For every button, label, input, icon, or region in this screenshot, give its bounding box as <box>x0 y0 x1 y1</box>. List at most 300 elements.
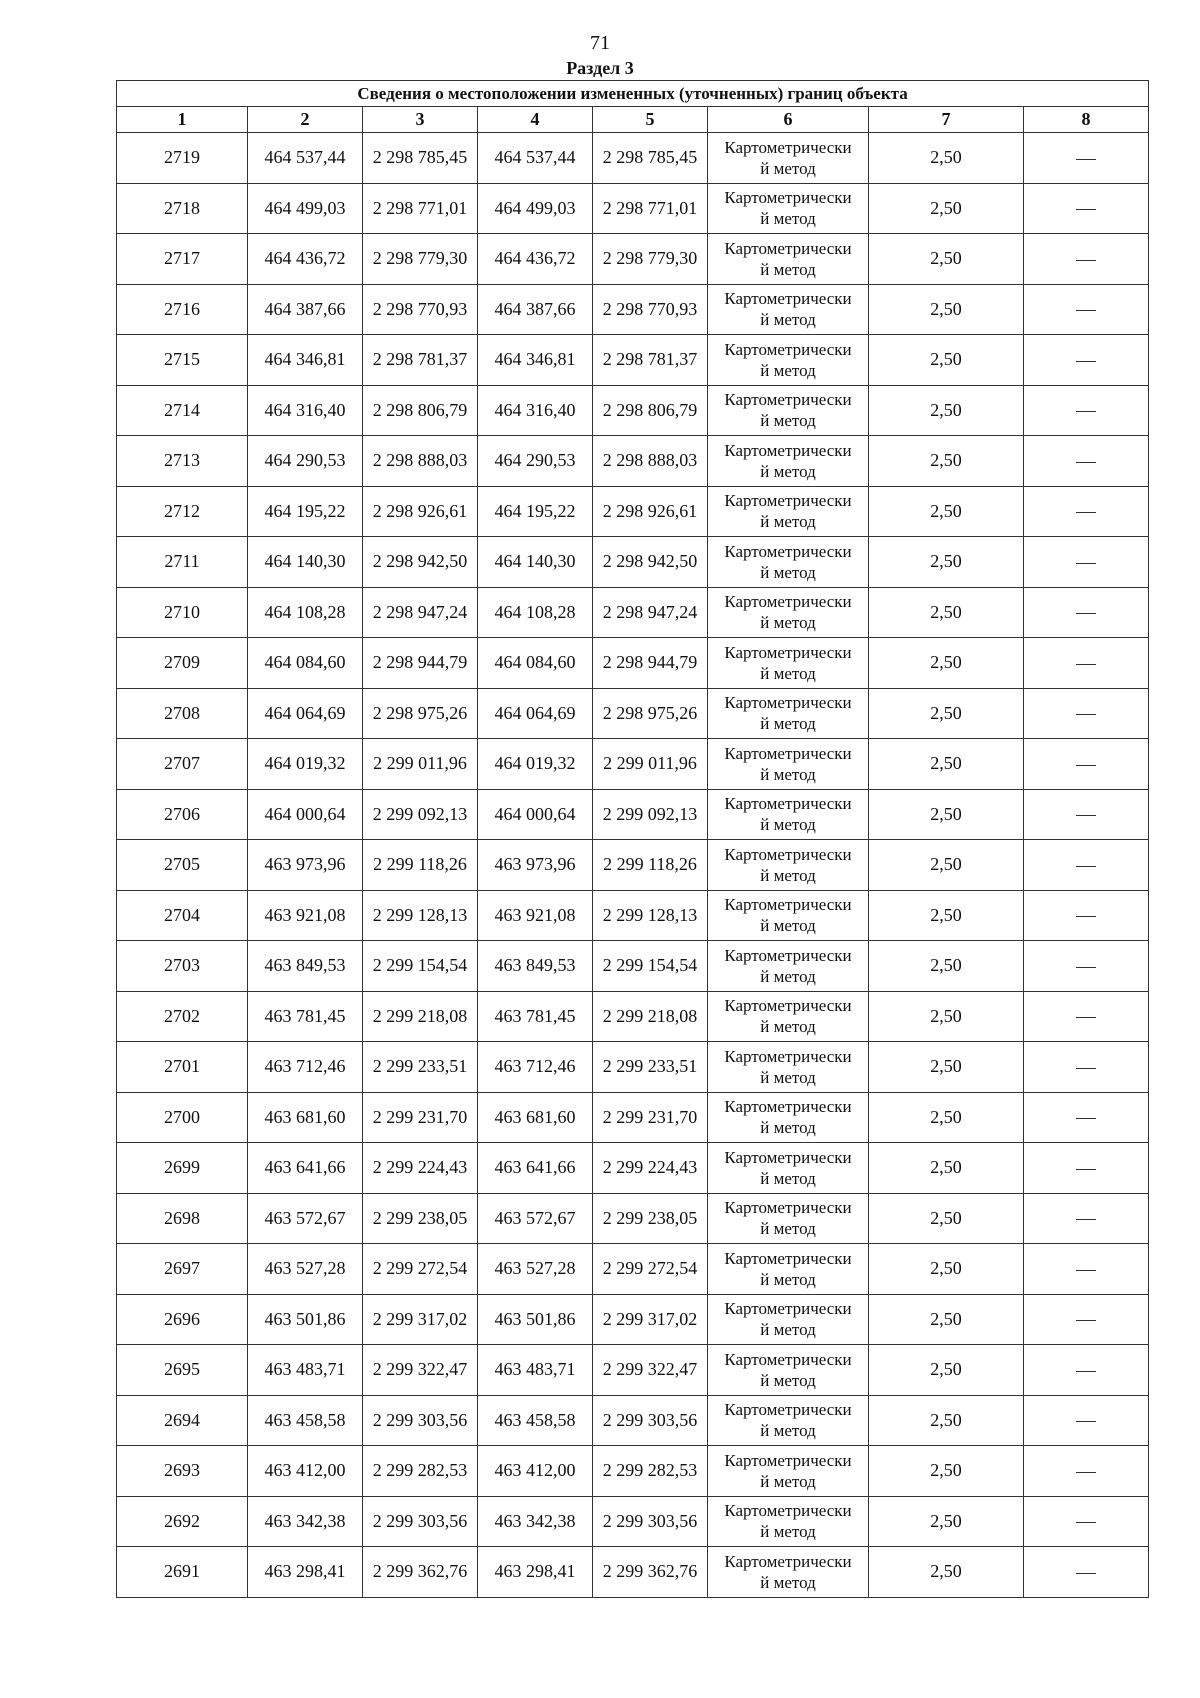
description-cell <box>1024 890 1149 941</box>
x-new-cell: 463 527,28 <box>478 1244 593 1295</box>
dash-mark <box>1076 815 1096 816</box>
x-old-cell: 464 290,53 <box>248 436 363 487</box>
x-new-cell: 464 140,30 <box>478 537 593 588</box>
method-text-line: й метод <box>760 916 816 936</box>
method-cell <box>708 991 869 1042</box>
y-new-cell: 2 298 771,01 <box>593 183 708 234</box>
dash-mark <box>1076 411 1096 412</box>
x-new-cell: 463 412,00 <box>478 1446 593 1497</box>
x-new-cell: 464 537,44 <box>478 133 593 184</box>
point-number-cell: 2691 <box>117 1547 248 1598</box>
method-text-line: Картометрически <box>724 642 852 662</box>
x-new-cell: 463 342,38 <box>478 1496 593 1547</box>
description-cell <box>1024 234 1149 285</box>
method-text-line: Картометрически <box>724 1046 852 1066</box>
y-old-cell: 2 298 947,24 <box>363 587 478 638</box>
point-number-cell: 2719 <box>117 133 248 184</box>
description-cell <box>1024 1193 1149 1244</box>
y-old-cell: 2 298 770,93 <box>363 284 478 335</box>
y-old-cell: 2 299 238,05 <box>363 1193 478 1244</box>
table-row <box>117 385 1149 436</box>
method-cell <box>708 688 869 739</box>
y-old-cell: 2 299 282,53 <box>363 1446 478 1497</box>
table-row <box>117 284 1149 335</box>
x-old-cell: 463 458,58 <box>248 1395 363 1446</box>
x-new-cell: 464 000,64 <box>478 789 593 840</box>
point-number-cell: 2694 <box>117 1395 248 1446</box>
table-row <box>117 688 1149 739</box>
method-cell <box>708 385 869 436</box>
accuracy-cell: 2,50 <box>869 890 1024 941</box>
x-old-cell: 464 537,44 <box>248 133 363 184</box>
description-cell <box>1024 739 1149 790</box>
table-row <box>117 1496 1149 1547</box>
dash-mark <box>1076 462 1096 463</box>
column-number: 8 <box>1024 107 1149 133</box>
point-number-cell: 2700 <box>117 1092 248 1143</box>
point-number-cell: 2698 <box>117 1193 248 1244</box>
accuracy-cell: 2,50 <box>869 739 1024 790</box>
accuracy-cell: 2,50 <box>869 638 1024 689</box>
method-text-line: Картометрически <box>724 1147 852 1167</box>
description-cell <box>1024 991 1149 1042</box>
accuracy-cell: 2,50 <box>869 941 1024 992</box>
table-row <box>117 1345 1149 1396</box>
y-old-cell: 2 298 771,01 <box>363 183 478 234</box>
x-old-cell: 464 140,30 <box>248 537 363 588</box>
point-number-cell: 2712 <box>117 486 248 537</box>
point-number-cell: 2693 <box>117 1446 248 1497</box>
description-cell <box>1024 1244 1149 1295</box>
y-old-cell: 2 299 317,02 <box>363 1294 478 1345</box>
x-new-cell: 463 298,41 <box>478 1547 593 1598</box>
method-cell <box>708 840 869 891</box>
dash-mark <box>1076 512 1096 513</box>
x-old-cell: 463 412,00 <box>248 1446 363 1497</box>
x-old-cell: 463 781,45 <box>248 991 363 1042</box>
y-new-cell: 2 299 231,70 <box>593 1092 708 1143</box>
method-text-line: й метод <box>760 1320 816 1340</box>
point-number-cell: 2718 <box>117 183 248 234</box>
x-old-cell: 464 064,69 <box>248 688 363 739</box>
accuracy-cell: 2,50 <box>869 789 1024 840</box>
method-text-line: й метод <box>760 613 816 633</box>
y-new-cell: 2 298 770,93 <box>593 284 708 335</box>
x-new-cell: 463 781,45 <box>478 991 593 1042</box>
dash-mark <box>1076 1573 1096 1574</box>
dash-mark <box>1076 1472 1096 1473</box>
dash-mark <box>1076 1219 1096 1220</box>
method-text-line: й метод <box>760 1168 816 1188</box>
x-new-cell: 464 387,66 <box>478 284 593 335</box>
y-new-cell: 2 298 926,61 <box>593 486 708 537</box>
x-old-cell: 463 973,96 <box>248 840 363 891</box>
description-cell <box>1024 1395 1149 1446</box>
method-text-line: й метод <box>760 1522 816 1542</box>
dash-mark <box>1076 1371 1096 1372</box>
method-text-line: й метод <box>760 411 816 431</box>
dash-mark <box>1076 866 1096 867</box>
method-cell <box>708 183 869 234</box>
y-new-cell: 2 299 272,54 <box>593 1244 708 1295</box>
column-number: 4 <box>478 107 593 133</box>
accuracy-cell: 2,50 <box>869 1193 1024 1244</box>
y-old-cell: 2 299 362,76 <box>363 1547 478 1598</box>
description-cell <box>1024 941 1149 992</box>
accuracy-cell: 2,50 <box>869 1446 1024 1497</box>
y-new-cell: 2 298 888,03 <box>593 436 708 487</box>
method-cell <box>708 1143 869 1194</box>
accuracy-cell: 2,50 <box>869 1244 1024 1295</box>
method-cell <box>708 133 869 184</box>
column-number: 1 <box>117 107 248 133</box>
table-row <box>117 537 1149 588</box>
y-new-cell: 2 298 779,30 <box>593 234 708 285</box>
method-text-line: й метод <box>760 1067 816 1087</box>
method-cell <box>708 941 869 992</box>
x-new-cell: 463 458,58 <box>478 1395 593 1446</box>
table-row <box>117 789 1149 840</box>
method-text-line: Картометрически <box>724 693 852 713</box>
y-old-cell: 2 299 322,47 <box>363 1345 478 1396</box>
column-number: 6 <box>708 107 869 133</box>
x-new-cell: 463 973,96 <box>478 840 593 891</box>
point-number-cell: 2701 <box>117 1042 248 1093</box>
method-cell <box>708 1244 869 1295</box>
y-new-cell: 2 299 218,08 <box>593 991 708 1042</box>
page-number: 71 <box>590 32 610 54</box>
y-new-cell: 2 299 011,96 <box>593 739 708 790</box>
table-row <box>117 1092 1149 1143</box>
table-row <box>117 890 1149 941</box>
y-new-cell: 2 298 785,45 <box>593 133 708 184</box>
description-cell <box>1024 133 1149 184</box>
y-old-cell: 2 299 224,43 <box>363 1143 478 1194</box>
accuracy-cell: 2,50 <box>869 335 1024 386</box>
table-row <box>117 1395 1149 1446</box>
method-text-line: Картометрически <box>724 592 852 612</box>
dash-mark <box>1076 916 1096 917</box>
accuracy-cell: 2,50 <box>869 1496 1024 1547</box>
accuracy-cell: 2,50 <box>869 1042 1024 1093</box>
x-new-cell: 464 195,22 <box>478 486 593 537</box>
x-old-cell: 463 527,28 <box>248 1244 363 1295</box>
method-text-line: Картометрически <box>724 945 852 965</box>
x-new-cell: 463 641,66 <box>478 1143 593 1194</box>
dash-mark <box>1076 1169 1096 1170</box>
y-old-cell: 2 298 779,30 <box>363 234 478 285</box>
table-caption: Сведения о местоположении измененных (уточненных) границ объекта <box>117 81 1149 107</box>
y-old-cell: 2 298 926,61 <box>363 486 478 537</box>
x-new-cell: 464 346,81 <box>478 335 593 386</box>
x-old-cell: 464 499,03 <box>248 183 363 234</box>
x-new-cell: 464 019,32 <box>478 739 593 790</box>
dash-mark <box>1076 209 1096 210</box>
point-number-cell: 2707 <box>117 739 248 790</box>
table-row <box>117 1446 1149 1497</box>
description-cell <box>1024 789 1149 840</box>
x-new-cell: 463 572,67 <box>478 1193 593 1244</box>
y-new-cell: 2 299 128,13 <box>593 890 708 941</box>
method-text-line: й метод <box>760 1118 816 1138</box>
x-old-cell: 463 483,71 <box>248 1345 363 1396</box>
method-text-line: Картометрически <box>724 238 852 258</box>
description-cell <box>1024 537 1149 588</box>
dash-mark <box>1076 1118 1096 1119</box>
method-text-line: й метод <box>760 512 816 532</box>
method-text-line: Картометрически <box>724 895 852 915</box>
point-number-cell: 2709 <box>117 638 248 689</box>
point-number-cell: 2715 <box>117 335 248 386</box>
point-number-cell: 2717 <box>117 234 248 285</box>
method-text-line: Картометрически <box>724 743 852 763</box>
method-text-line: Картометрически <box>724 1400 852 1420</box>
method-cell <box>708 537 869 588</box>
method-cell <box>708 1092 869 1143</box>
x-new-cell: 464 084,60 <box>478 638 593 689</box>
y-new-cell: 2 299 317,02 <box>593 1294 708 1345</box>
x-new-cell: 464 316,40 <box>478 385 593 436</box>
y-old-cell: 2 298 781,37 <box>363 335 478 386</box>
accuracy-cell: 2,50 <box>869 840 1024 891</box>
accuracy-cell: 2,50 <box>869 537 1024 588</box>
x-old-cell: 463 921,08 <box>248 890 363 941</box>
method-text-line: Картометрически <box>724 794 852 814</box>
y-new-cell: 2 298 806,79 <box>593 385 708 436</box>
point-number-cell: 2703 <box>117 941 248 992</box>
x-old-cell: 464 436,72 <box>248 234 363 285</box>
y-new-cell: 2 298 942,50 <box>593 537 708 588</box>
y-new-cell: 2 299 303,56 <box>593 1395 708 1446</box>
accuracy-cell: 2,50 <box>869 991 1024 1042</box>
point-number-cell: 2714 <box>117 385 248 436</box>
description-cell <box>1024 1547 1149 1598</box>
dash-mark <box>1076 967 1096 968</box>
x-new-cell: 463 712,46 <box>478 1042 593 1093</box>
accuracy-cell: 2,50 <box>869 1294 1024 1345</box>
accuracy-cell: 2,50 <box>869 1092 1024 1143</box>
method-cell <box>708 1345 869 1396</box>
method-text-line: й метод <box>760 815 816 835</box>
table-row <box>117 335 1149 386</box>
description-cell <box>1024 385 1149 436</box>
x-old-cell: 463 681,60 <box>248 1092 363 1143</box>
y-new-cell: 2 298 944,79 <box>593 638 708 689</box>
method-text-line: й метод <box>760 158 816 178</box>
dash-mark <box>1076 159 1096 160</box>
method-text-line: й метод <box>760 259 816 279</box>
point-number-cell: 2705 <box>117 840 248 891</box>
table-row <box>117 941 1149 992</box>
dash-mark <box>1076 260 1096 261</box>
accuracy-cell: 2,50 <box>869 1345 1024 1396</box>
table-row <box>117 436 1149 487</box>
y-old-cell: 2 299 218,08 <box>363 991 478 1042</box>
dash-mark <box>1076 765 1096 766</box>
accuracy-cell: 2,50 <box>869 284 1024 335</box>
point-number-cell: 2708 <box>117 688 248 739</box>
method-text-line: Картометрически <box>724 1097 852 1117</box>
method-cell <box>708 1496 869 1547</box>
method-text-line: й метод <box>760 663 816 683</box>
accuracy-cell: 2,50 <box>869 688 1024 739</box>
method-cell <box>708 739 869 790</box>
x-old-cell: 464 108,28 <box>248 587 363 638</box>
accuracy-cell: 2,50 <box>869 1143 1024 1194</box>
method-cell <box>708 638 869 689</box>
table-row <box>117 638 1149 689</box>
method-text-line: й метод <box>760 461 816 481</box>
method-text-line: Картометрически <box>724 996 852 1016</box>
accuracy-cell: 2,50 <box>869 1395 1024 1446</box>
accuracy-cell: 2,50 <box>869 486 1024 537</box>
dash-mark <box>1076 1522 1096 1523</box>
method-text-line: Картометрически <box>724 289 852 309</box>
section-title: Раздел 3 <box>566 58 634 78</box>
description-cell <box>1024 335 1149 386</box>
dash-mark <box>1076 1017 1096 1018</box>
point-number-cell: 2692 <box>117 1496 248 1547</box>
point-number-cell: 2704 <box>117 890 248 941</box>
method-cell <box>708 335 869 386</box>
y-old-cell: 2 299 233,51 <box>363 1042 478 1093</box>
method-text-line: й метод <box>760 310 816 330</box>
method-cell <box>708 486 869 537</box>
dash-mark <box>1076 664 1096 665</box>
y-old-cell: 2 298 806,79 <box>363 385 478 436</box>
method-cell <box>708 1395 869 1446</box>
y-new-cell: 2 299 118,26 <box>593 840 708 891</box>
method-text-line: Картометрически <box>724 1551 852 1571</box>
y-new-cell: 2 299 238,05 <box>593 1193 708 1244</box>
column-number: 7 <box>869 107 1024 133</box>
x-old-cell: 464 387,66 <box>248 284 363 335</box>
point-number-cell: 2706 <box>117 789 248 840</box>
description-cell <box>1024 587 1149 638</box>
description-cell <box>1024 688 1149 739</box>
x-new-cell: 464 499,03 <box>478 183 593 234</box>
dash-mark <box>1076 563 1096 564</box>
column-number: 2 <box>248 107 363 133</box>
y-new-cell: 2 299 362,76 <box>593 1547 708 1598</box>
method-cell <box>708 234 869 285</box>
table-row <box>117 1042 1149 1093</box>
x-old-cell: 464 195,22 <box>248 486 363 537</box>
y-new-cell: 2 299 303,56 <box>593 1496 708 1547</box>
x-old-cell: 463 712,46 <box>248 1042 363 1093</box>
description-cell <box>1024 1496 1149 1547</box>
x-new-cell: 464 290,53 <box>478 436 593 487</box>
table-row <box>117 1294 1149 1345</box>
y-old-cell: 2 299 154,54 <box>363 941 478 992</box>
x-old-cell: 463 641,66 <box>248 1143 363 1194</box>
table-body <box>117 133 1149 1598</box>
y-old-cell: 2 299 092,13 <box>363 789 478 840</box>
y-new-cell: 2 298 947,24 <box>593 587 708 638</box>
table-row <box>117 1193 1149 1244</box>
method-text-line: й метод <box>760 966 816 986</box>
method-text-line: Картометрически <box>724 137 852 157</box>
x-old-cell: 464 084,60 <box>248 638 363 689</box>
method-text-line: й метод <box>760 764 816 784</box>
y-old-cell: 2 298 942,50 <box>363 537 478 588</box>
x-new-cell: 464 436,72 <box>478 234 593 285</box>
x-old-cell: 463 849,53 <box>248 941 363 992</box>
column-number: 3 <box>363 107 478 133</box>
accuracy-cell: 2,50 <box>869 183 1024 234</box>
x-old-cell: 464 019,32 <box>248 739 363 790</box>
y-new-cell: 2 299 282,53 <box>593 1446 708 1497</box>
dash-mark <box>1076 361 1096 362</box>
x-old-cell: 464 316,40 <box>248 385 363 436</box>
method-text-line: Картометрически <box>724 1299 852 1319</box>
y-old-cell: 2 298 785,45 <box>363 133 478 184</box>
description-cell <box>1024 1143 1149 1194</box>
method-text-line: й метод <box>760 714 816 734</box>
description-cell <box>1024 284 1149 335</box>
x-old-cell: 463 342,38 <box>248 1496 363 1547</box>
method-cell <box>708 890 869 941</box>
method-text-line: й метод <box>760 562 816 582</box>
x-old-cell: 463 298,41 <box>248 1547 363 1598</box>
x-new-cell: 463 849,53 <box>478 941 593 992</box>
x-new-cell: 463 681,60 <box>478 1092 593 1143</box>
x-new-cell: 464 108,28 <box>478 587 593 638</box>
method-text-line: Картометрически <box>724 541 852 561</box>
y-new-cell: 2 299 154,54 <box>593 941 708 992</box>
description-cell <box>1024 638 1149 689</box>
description-cell <box>1024 1294 1149 1345</box>
table-row <box>117 991 1149 1042</box>
y-old-cell: 2 299 231,70 <box>363 1092 478 1143</box>
method-text-line: Картометрически <box>724 1198 852 1218</box>
x-old-cell: 464 346,81 <box>248 335 363 386</box>
dash-mark <box>1076 310 1096 311</box>
x-new-cell: 463 921,08 <box>478 890 593 941</box>
point-number-cell: 2702 <box>117 991 248 1042</box>
y-new-cell: 2 299 322,47 <box>593 1345 708 1396</box>
method-cell <box>708 1042 869 1093</box>
method-text-line: Картометрически <box>724 1501 852 1521</box>
y-old-cell: 2 299 272,54 <box>363 1244 478 1295</box>
dash-mark <box>1076 613 1096 614</box>
method-cell <box>708 587 869 638</box>
y-old-cell: 2 298 944,79 <box>363 638 478 689</box>
accuracy-cell: 2,50 <box>869 234 1024 285</box>
y-new-cell: 2 298 975,26 <box>593 688 708 739</box>
x-old-cell: 463 572,67 <box>248 1193 363 1244</box>
point-number-cell: 2716 <box>117 284 248 335</box>
method-text-line: Картометрически <box>724 440 852 460</box>
method-text-line: й метод <box>760 209 816 229</box>
method-text-line: й метод <box>760 1219 816 1239</box>
description-cell <box>1024 183 1149 234</box>
method-text-line: й метод <box>760 1421 816 1441</box>
table-row <box>117 739 1149 790</box>
table-row <box>117 1244 1149 1295</box>
table-row <box>117 234 1149 285</box>
table-row <box>117 1143 1149 1194</box>
description-cell <box>1024 1042 1149 1093</box>
y-old-cell: 2 299 128,13 <box>363 890 478 941</box>
method-cell <box>708 284 869 335</box>
y-old-cell: 2 299 303,56 <box>363 1395 478 1446</box>
y-new-cell: 2 299 224,43 <box>593 1143 708 1194</box>
method-text-line: Картометрически <box>724 339 852 359</box>
accuracy-cell: 2,50 <box>869 587 1024 638</box>
method-text-line: Картометрически <box>724 1248 852 1268</box>
table-row <box>117 183 1149 234</box>
